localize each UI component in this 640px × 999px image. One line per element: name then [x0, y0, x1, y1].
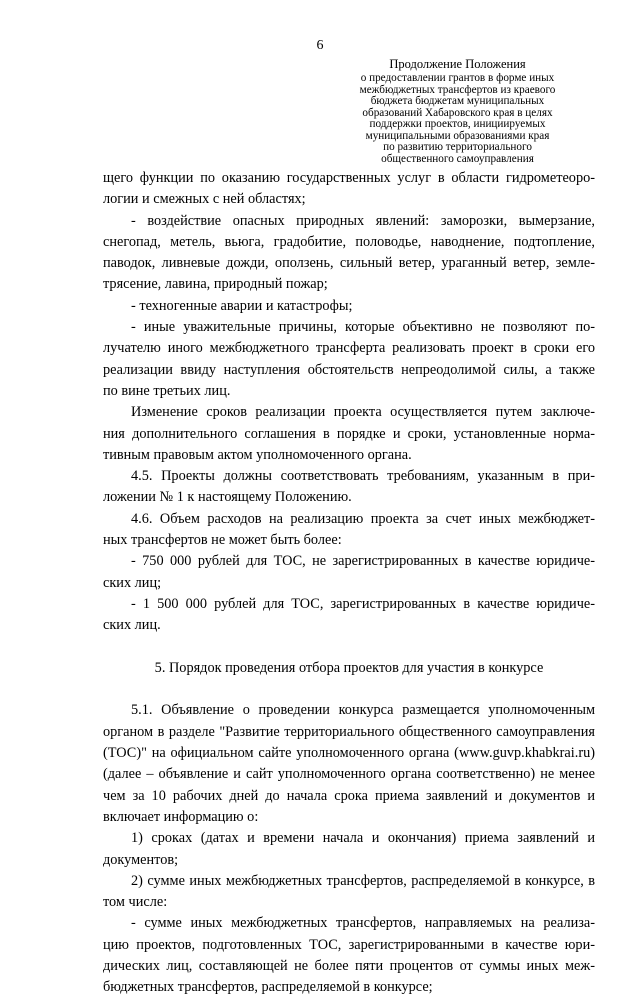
text-line: органом в разделе "Развитие территориального общественного самоуправления: [103, 723, 595, 740]
text-line: - 750 000 рублей для ТОС, не зарегистрированных в качестве юридиче-: [131, 553, 595, 570]
header-line: бюджета бюджетам муниципальных: [370, 95, 545, 107]
section-spacer: [103, 637, 595, 658]
header-line: по развитию территориального: [383, 141, 532, 153]
text-line: чем за 10 рабочих дней до начала срока приема заявлений и документов и: [103, 787, 595, 804]
text-line: ских лиц.: [103, 617, 161, 634]
text-line: 2) сумме иных межбюджетных трансфертов, распределяемой в конкурсе, в: [131, 872, 595, 889]
text-line: по вине третьих лиц.: [103, 382, 231, 399]
text-line: ных трансфертов не может быть более:: [103, 532, 342, 549]
text-line: логии и смежных с ней областях;: [103, 191, 306, 208]
header-title: Продолжение Положения: [389, 57, 526, 71]
text-line: - сумме иных межбюджетных трансфертов, направляемых на реализа-: [131, 915, 595, 932]
header-line: образований Хабаровского края в целях: [362, 106, 553, 119]
document-body: [103, 168, 595, 999]
text-line: щего функции по оказанию государственных услуг в области гидрометеоро-: [103, 170, 595, 186]
page-number: 6: [316, 38, 324, 53]
text-line: 4.5. Проекты должны соответствовать требованиям, указанным в при-: [131, 468, 595, 485]
text-line: (ТОС)" на официальном сайте уполномоченного органа (www.guvp.khabkrai.ru): [103, 745, 595, 762]
header-line: поддержки проектов, инициируемых: [369, 118, 546, 130]
text-line: трясение, лавина, природный пожар;: [103, 276, 328, 293]
text-line: ния дополнительного соглашения в порядке и сроки, установленные норма-: [103, 425, 595, 442]
text-line: реализации ввиду наступления обстоятельств непреодолимой силы, а также: [103, 361, 595, 378]
text-line: ложении № 1 к настоящему Положению.: [103, 489, 352, 506]
text-line: - 1 500 000 рублей для ТОС, зарегистрированных в качестве юридиче-: [131, 595, 595, 612]
text-line: 1) сроках (датах и времени начала и окончания) приема заявлений и: [131, 830, 595, 847]
text-line: паводок, ливневые дожди, оползень, сильный ветер, ураганный ветер, земле-: [103, 255, 595, 272]
document-header: [345, 58, 570, 165]
text-line: бюджетных трансфертов, распределяемой в конкурсе;: [103, 979, 433, 996]
text-line: ских лиц;: [103, 574, 162, 591]
text-line: - техногенные аварии и катастрофы;: [131, 297, 353, 314]
header-line: общественного самоуправления: [381, 152, 534, 165]
header-line: о предоставлении грантов в форме иных: [360, 72, 555, 84]
text-line: - иные уважительные причины, которые объективно не позволяют по-: [131, 319, 595, 336]
text-line: 4.6. Объем расходов на реализацию проекта за счет иных межбюджет-: [131, 510, 595, 527]
text-line: (далее – объявление и сайт уполномоченного органа соответственно) не менее: [103, 766, 595, 783]
text-line: снегопад, метель, вьюга, градобитие, половодье, наводнение, подтопление,: [103, 233, 595, 250]
text-line: включает информацию о:: [103, 808, 259, 825]
section-spacer: [103, 679, 595, 700]
text-line: лучателю иного межбюджетного трансферта реализовать проект в сроки его: [103, 340, 595, 357]
text-line: дических лиц, составляющей не более пяти процентов от суммы иных меж-: [103, 957, 595, 974]
header-line: муниципальными образованиями края: [365, 129, 550, 142]
section-heading: 5. Порядок проведения отбора проектов для участия в конкурсе: [154, 659, 544, 676]
text-line: документов;: [103, 851, 179, 868]
text-line: цию проектов, подготовленных ТОС, зарегистрированными в качестве юри-: [103, 936, 595, 953]
text-line: тивным правовым актом уполномоченного органа.: [103, 446, 412, 463]
text-line: том числе:: [103, 894, 168, 911]
text-line: - воздействие опасных природных явлений: заморозки, вымерзание,: [131, 212, 595, 229]
header-line: межбюджетных трансфертов из краевого: [359, 83, 556, 96]
text-line: 5.1. Объявление о проведении конкурса размещается уполномоченным: [131, 702, 595, 719]
text-line: Изменение сроков реализации проекта осуществляется путем заключе-: [131, 404, 595, 421]
